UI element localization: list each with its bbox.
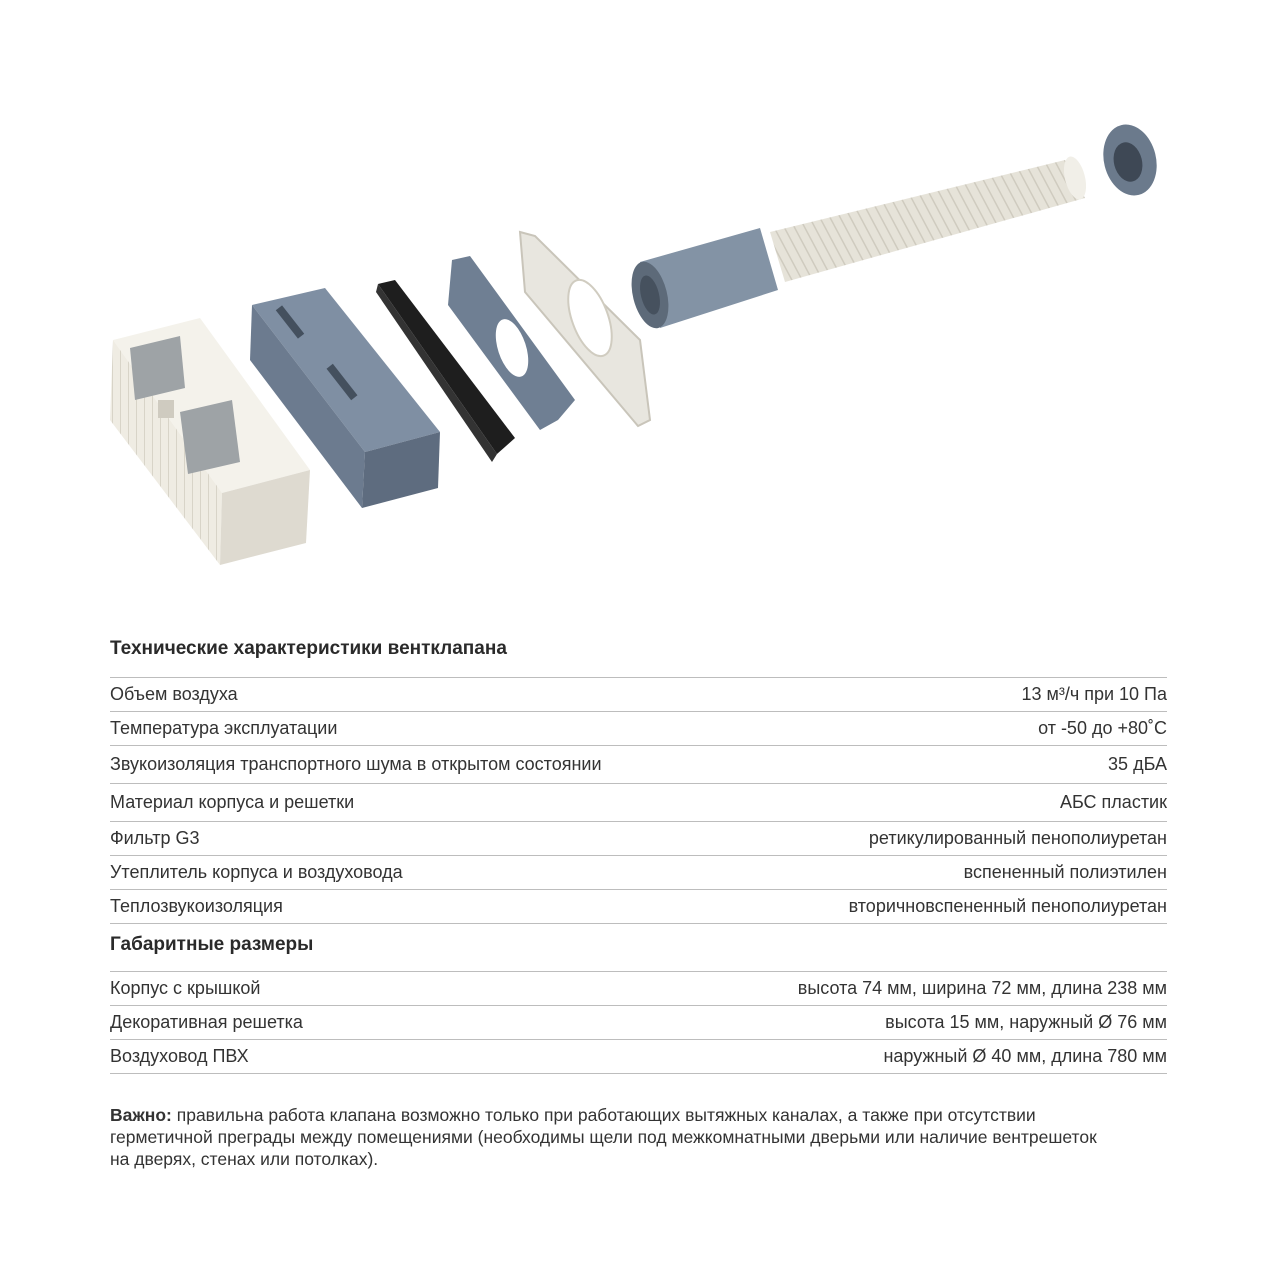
spec-label: Теплозвукоизоляция: [110, 896, 283, 916]
spec-row: [110, 746, 1167, 784]
spec-label: Фильтр G3: [110, 828, 200, 848]
note-text: правильна работа клапана возможно только при работающих вытяжных каналах, а также при отсутствии герметичной преграды между помещениями (необходимы щели под межкомнатными дверьми или наличие вентрешеток на дверях, стенах или потолках).: [110, 1105, 1097, 1169]
dimension-row: [110, 972, 1167, 1006]
spec-row: [110, 712, 1167, 746]
pvc-duct: [770, 154, 1090, 282]
product-illustration: [0, 0, 1276, 600]
dimension-value: высота 15 мм, наружный Ø 76 мм: [885, 1012, 1167, 1032]
dimensions-title: Габаритные размеры: [110, 924, 1167, 972]
dimension-label: Корпус с крышкой: [110, 978, 261, 998]
spec-label: Объем воздуха: [110, 684, 238, 704]
specs-title: Технические характеристики вентклапана: [110, 634, 1167, 678]
important-note: [110, 1104, 1120, 1170]
spec-value: от -50 до +80˚С: [1038, 718, 1167, 738]
spec-row: [110, 890, 1167, 924]
specs-section: [110, 634, 1167, 1170]
spec-value: 13 м³/ч при 10 Па: [1021, 684, 1167, 704]
spec-value: 35 дБА: [1108, 754, 1167, 774]
spec-label: Материал корпуса и решетки: [110, 792, 355, 812]
spec-row: [110, 856, 1167, 890]
spec-value: вспененный полиэтилен: [963, 862, 1167, 882]
dimension-value: наружный Ø 40 мм, длина 780 мм: [883, 1046, 1167, 1066]
spec-label: Звукоизоляция транспортного шума в открытом состоянии: [110, 754, 602, 774]
spec-value: АБС пластик: [1059, 792, 1167, 812]
spec-row: [110, 822, 1167, 856]
dimension-row: [110, 1040, 1167, 1074]
spec-row: [110, 678, 1167, 712]
dimension-label: Воздуховод ПВХ: [110, 1046, 249, 1066]
outer-grille: [1096, 119, 1164, 201]
spec-row: [110, 784, 1167, 822]
note-lead: Важно:: [110, 1105, 172, 1125]
dimension-row: [110, 1006, 1167, 1040]
duct-insulation: [625, 228, 778, 332]
dimension-value: высота 74 мм, ширина 72 мм, длина 238 мм: [797, 978, 1167, 998]
spec-value: ретикулированный пенополиуретан: [868, 828, 1167, 848]
dimension-label: Декоративная решетка: [110, 1012, 303, 1032]
spec-label: Утеплитель корпуса и воздуховода: [110, 862, 403, 882]
spec-value: вторичновспененный пенополиуретан: [848, 896, 1167, 916]
spec-label: Температура эксплуатации: [110, 718, 338, 738]
